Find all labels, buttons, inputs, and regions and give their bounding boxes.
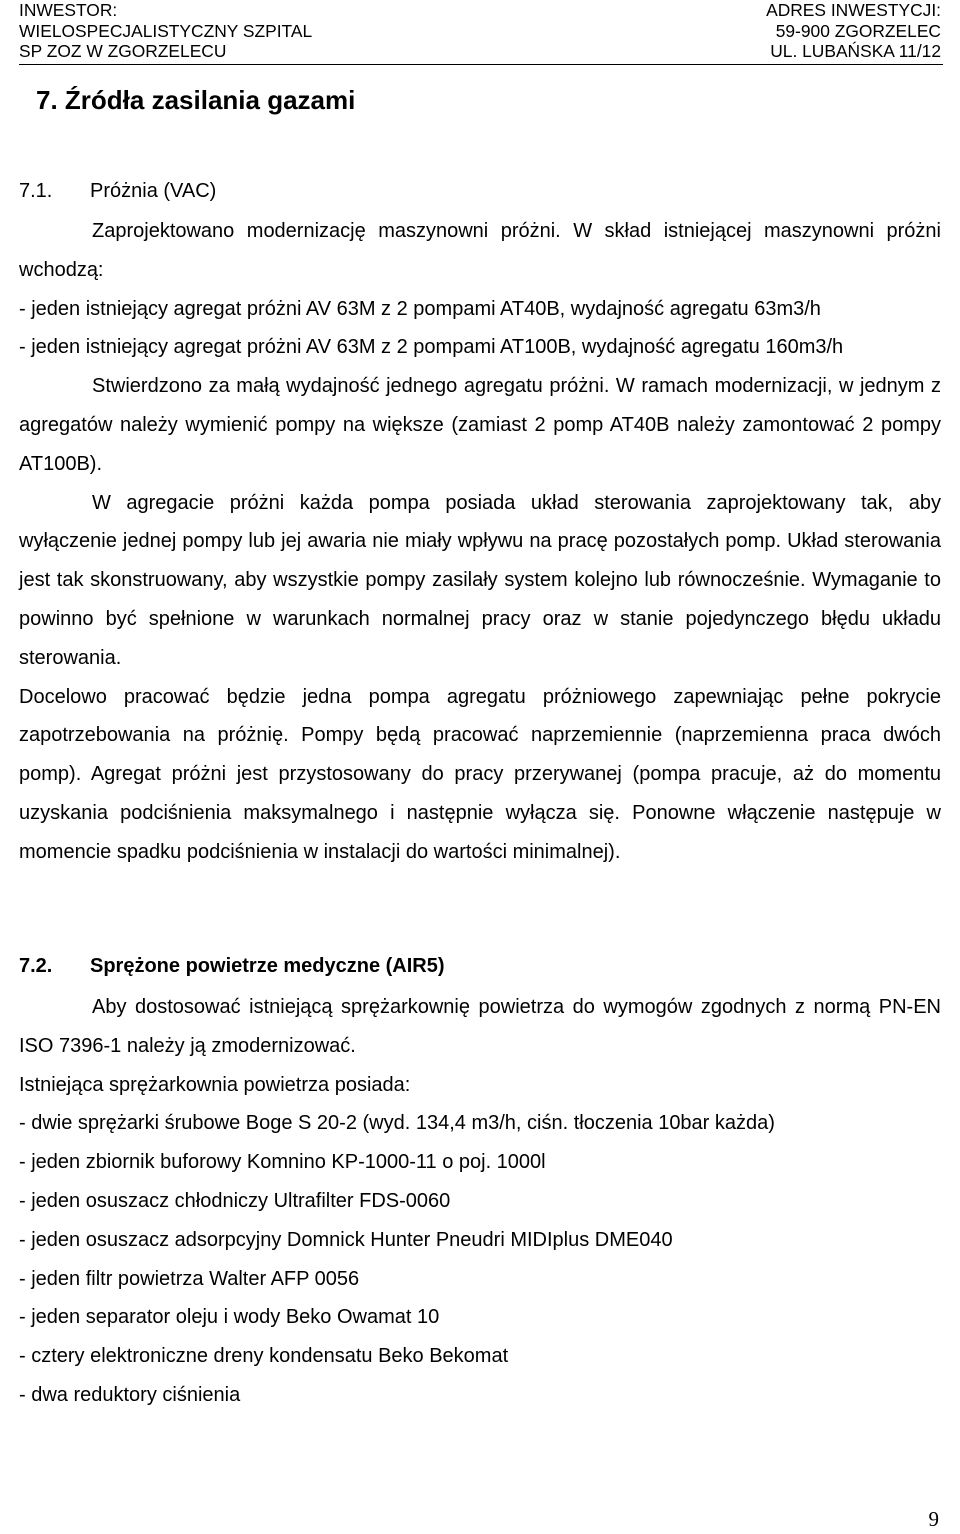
list-item: - cztery elektroniczne dreny kondensatu Beko Bekomat <box>19 1345 509 1368</box>
address-label: ADRES INWESTYCJI: <box>766 0 941 20</box>
paragraph: Zaprojektowano modernizację maszynowni próżni. W skład istniejącej maszynowni próżni wchodzą: <box>19 220 941 281</box>
address-block <box>766 0 941 62</box>
investor-name-line1: WIELOSPECJALISTYCZNY SZPITAL <box>19 20 313 41</box>
investor-block <box>19 0 312 62</box>
subsection-air-heading <box>19 955 919 981</box>
subsection-number: 7.1. <box>19 180 53 202</box>
paragraph: W agregacie próżni każda pompa posiada układ sterowania zaprojektowany tak, aby wyłączenie jednej pompy lub jej awaria nie miały wpływu na pracę pozostałych pomp. Układ sterowania jest tak skonstruowany, aby wszystkie pompy zasilały system kolejno lub równocześnie. Wymaganie to powinno być spełnione w warunkach normalnej pracy oraz w stanie pojedynczego błędu układu sterowania. <box>19 491 941 669</box>
address-city: 59-900 ZGORZELEC <box>775 20 941 41</box>
page-header <box>19 0 943 65</box>
list-item: - dwa reduktory ciśnienia <box>19 1383 241 1406</box>
list-item: - jeden istniejący agregat próżni AV 63M z 2 pompami AT40B, wydajność agregatu 63m3/h <box>19 297 821 320</box>
investor-name-line2: SP ZOZ W ZGORZELECU <box>19 41 227 61</box>
subsection-vac-heading <box>19 180 919 206</box>
list-item: - jeden filtr powietrza Walter AFP 0056 <box>19 1267 360 1290</box>
air-body <box>19 988 941 1415</box>
page-number: 9 <box>928 1507 939 1531</box>
address-street: UL. LUBAŃSKA 11/12 <box>770 41 941 61</box>
subsection-title: Sprężone powietrze medyczne (AIR5) <box>90 955 445 977</box>
paragraph: Aby dostosować istniejącą sprężarkownię powietrza do wymogów zgodnych z normą PN-EN ISO 7396-1 należy ją zmodernizować. <box>19 996 941 1057</box>
list-item: - jeden osuszacz chłodniczy Ultrafilter FDS-0060 <box>19 1189 451 1212</box>
list-item: - jeden istniejący agregat próżni AV 63M z 2 pompami AT100B, wydajność agregatu 160m3/h <box>19 336 844 359</box>
paragraph: Docelowo pracować będzie jedna pompa agregatu próżniowego zapewniając pełne pokrycie zapotrzebowania na próżnię. Pompy będą pracować naprzemiennie (naprzemienna praca dwóch pomp). Agregat próżni jest przystosowany do pracy przerywanej (pompa pracuje, aż do momentu uzyskania podciśnienia maksymalnego i następnie wyłącza się. Ponowne włączenie następuje w momencie spadku podciśnienia w instalacji do wartości minimalnej). <box>19 685 941 863</box>
list-item: - jeden separator oleju i wody Beko Owamat 10 <box>19 1306 440 1329</box>
investor-label: INWESTOR: <box>19 0 118 20</box>
section-title: 7. Źródła zasilania gazami <box>36 85 356 115</box>
vac-body <box>19 212 941 872</box>
list-item: - jeden zbiornik buforowy Komnino KP-1000-11 o poj. 1000l <box>19 1151 546 1174</box>
list-item: - jeden osuszacz adsorpcyjny Domnick Hunter Pneudri MIDIplus DME040 <box>19 1228 673 1251</box>
paragraph: Stwierdzono za małą wydajność jednego agregatu próżni. W ramach modernizacji, w jednym z agregatów należy wymienić pompy na większe (zamiast 2 pomp AT40B należy zamontować 2 pompy AT100B). <box>19 375 941 475</box>
subsection-number: 7.2. <box>19 955 53 977</box>
subsection-title: Próżnia (VAC) <box>90 180 217 202</box>
list-item: - dwie sprężarki śrubowe Boge S 20-2 (wyd. 134,4 m3/h, ciśn. tłoczenia 10bar każda) <box>19 1112 775 1135</box>
paragraph: Istniejąca sprężarkownia powietrza posiada: <box>19 1073 411 1096</box>
